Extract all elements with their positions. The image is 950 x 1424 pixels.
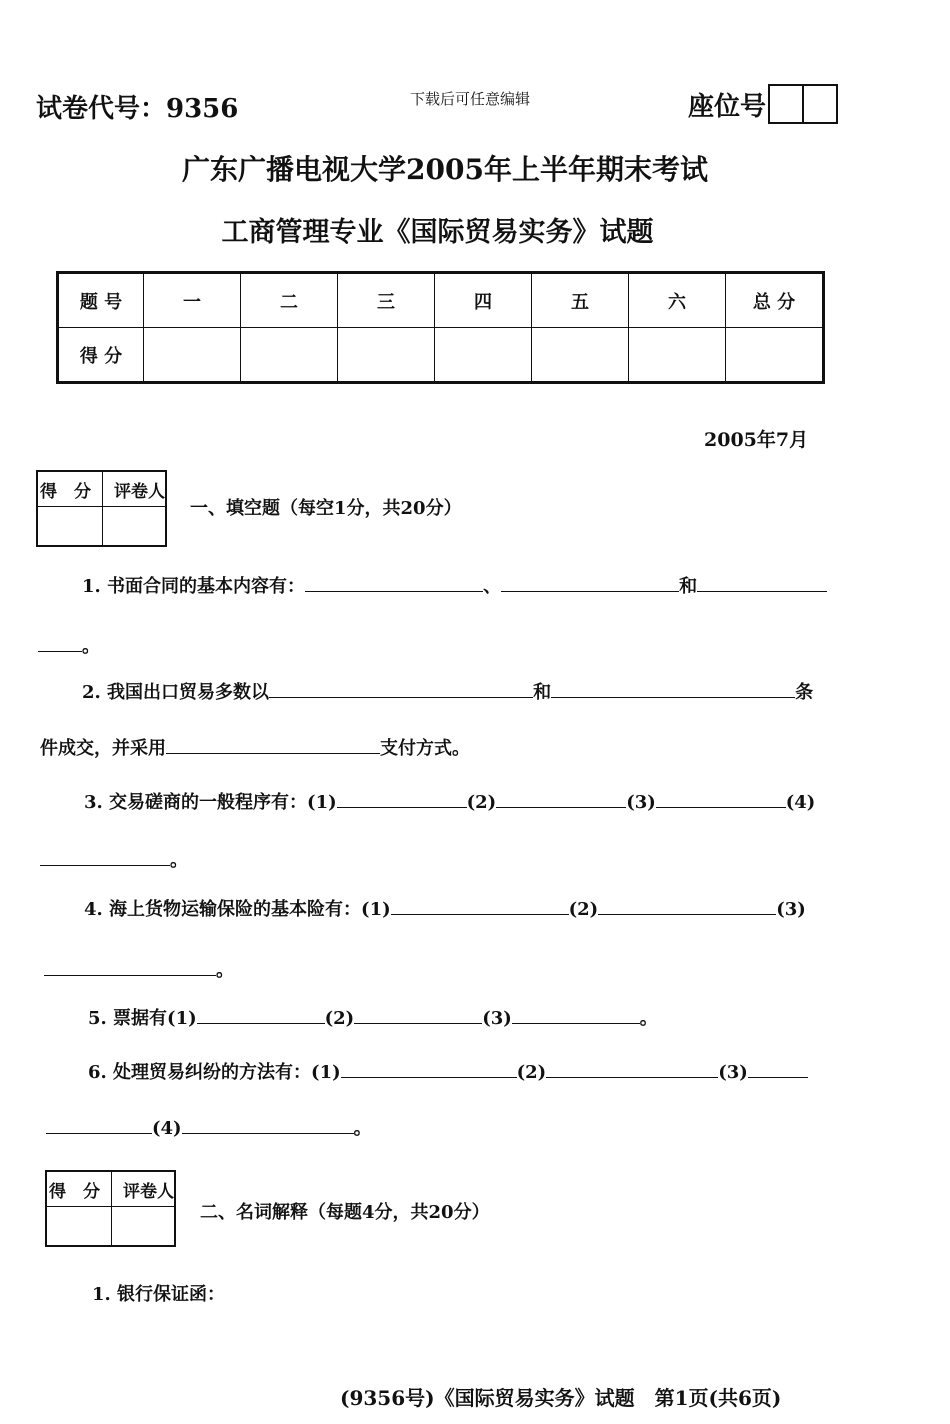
question-4: 4. 海上货物运输保险的基本险有：(1) (2) (3) xyxy=(84,895,806,921)
answer-blank xyxy=(546,1059,718,1078)
grader-score-label: 得 分 xyxy=(37,471,103,507)
answer-blank xyxy=(697,573,827,592)
exam-date: 2005年7月 xyxy=(704,429,809,451)
score-header-cell: 二 xyxy=(241,273,338,328)
page-footer: (9356号)《国际贸易实务》试题 第1页(共6页) xyxy=(340,1386,782,1410)
score-table-score-row xyxy=(58,328,824,383)
answer-blank xyxy=(496,789,626,808)
answer-blank xyxy=(512,1005,640,1024)
answer-blank xyxy=(391,896,569,915)
score-header-cell: 三 xyxy=(338,273,435,328)
score-header-cell: 一 xyxy=(144,273,241,328)
score-cell xyxy=(532,328,629,383)
answer-blank xyxy=(341,1059,517,1078)
question-6: 6. 处理贸易纠纷的方法有：(1) (2) (3) xyxy=(88,1058,808,1084)
grader-score-cell xyxy=(37,507,103,547)
answer-blank xyxy=(501,573,679,592)
question-2-cont: 件成交，并采用 支付方式。 xyxy=(40,734,470,760)
answer-blank xyxy=(354,1005,482,1024)
score-header-cell: 总 分 xyxy=(726,273,824,328)
grader-name-label: 评卷人 xyxy=(103,471,167,507)
question-1-cont: 。 xyxy=(38,632,100,658)
score-cell xyxy=(144,328,241,383)
answer-blank xyxy=(748,1059,808,1078)
question-2: 2. 我国出口贸易多数以 和 条 xyxy=(82,678,813,704)
question-5: 5. 票据有(1) (2) (3) 。 xyxy=(88,1004,658,1030)
question-3: 3. 交易磋商的一般程序有：(1) (2) (3) (4) xyxy=(84,788,815,814)
watermark-text: 下载后可任意编辑 xyxy=(410,90,531,108)
exam-title: 广东广播电视大学2005年上半年期末考试 xyxy=(182,153,708,186)
answer-blank xyxy=(38,633,82,652)
score-cell xyxy=(726,328,824,383)
seat-label: 座位号 xyxy=(688,91,767,122)
seat-boxes xyxy=(768,84,838,124)
seat-box xyxy=(768,84,804,124)
grader-name-cell xyxy=(103,507,167,547)
paper-code: 试卷代号：9356 xyxy=(36,94,239,124)
answer-blank xyxy=(656,789,786,808)
answer-blank xyxy=(40,847,170,866)
score-header-cell: 六 xyxy=(629,273,726,328)
score-row-label: 得 分 xyxy=(58,328,144,383)
answer-blank xyxy=(551,679,795,698)
answer-blank xyxy=(337,789,467,808)
score-cell xyxy=(629,328,726,383)
grader-box xyxy=(45,1170,176,1247)
grader-name-cell xyxy=(112,1207,176,1247)
answer-blank xyxy=(197,1005,325,1024)
question-term-1: 1. 银行保证函： xyxy=(92,1284,226,1305)
score-header-cell: 五 xyxy=(532,273,629,328)
answer-blank xyxy=(166,735,380,754)
grader-score-cell xyxy=(46,1207,112,1247)
answer-blank xyxy=(305,573,483,592)
grader-name-label: 评卷人 xyxy=(112,1171,176,1207)
score-table-header-row xyxy=(58,273,824,328)
score-header-cell: 四 xyxy=(435,273,532,328)
grader-score-label: 得 分 xyxy=(46,1171,112,1207)
seat-number xyxy=(688,84,838,124)
score-table xyxy=(56,271,825,384)
answer-blank xyxy=(44,957,216,976)
score-cell xyxy=(241,328,338,383)
answer-blank xyxy=(598,896,776,915)
question-3-cont: 。 xyxy=(40,846,188,872)
answer-blank xyxy=(269,679,533,698)
section-title: 二、名词解释（每题4分，共20分） xyxy=(200,1202,490,1223)
question-6-cont: (4) 。 xyxy=(46,1114,372,1140)
seat-box xyxy=(804,84,838,124)
section-title: 一、填空题（每空1分，共20分） xyxy=(190,498,462,519)
score-header-cell: 题 号 xyxy=(58,273,144,328)
score-cell xyxy=(338,328,435,383)
answer-blank xyxy=(46,1115,152,1134)
question-4-cont: 。 xyxy=(44,956,234,982)
grader-box xyxy=(36,470,167,547)
score-cell xyxy=(435,328,532,383)
exam-subtitle: 工商管理专业《国际贸易实务》试题 xyxy=(221,217,654,248)
answer-blank xyxy=(182,1115,354,1134)
question-1: 1. 书面合同的基本内容有： 、 和 xyxy=(82,572,827,598)
